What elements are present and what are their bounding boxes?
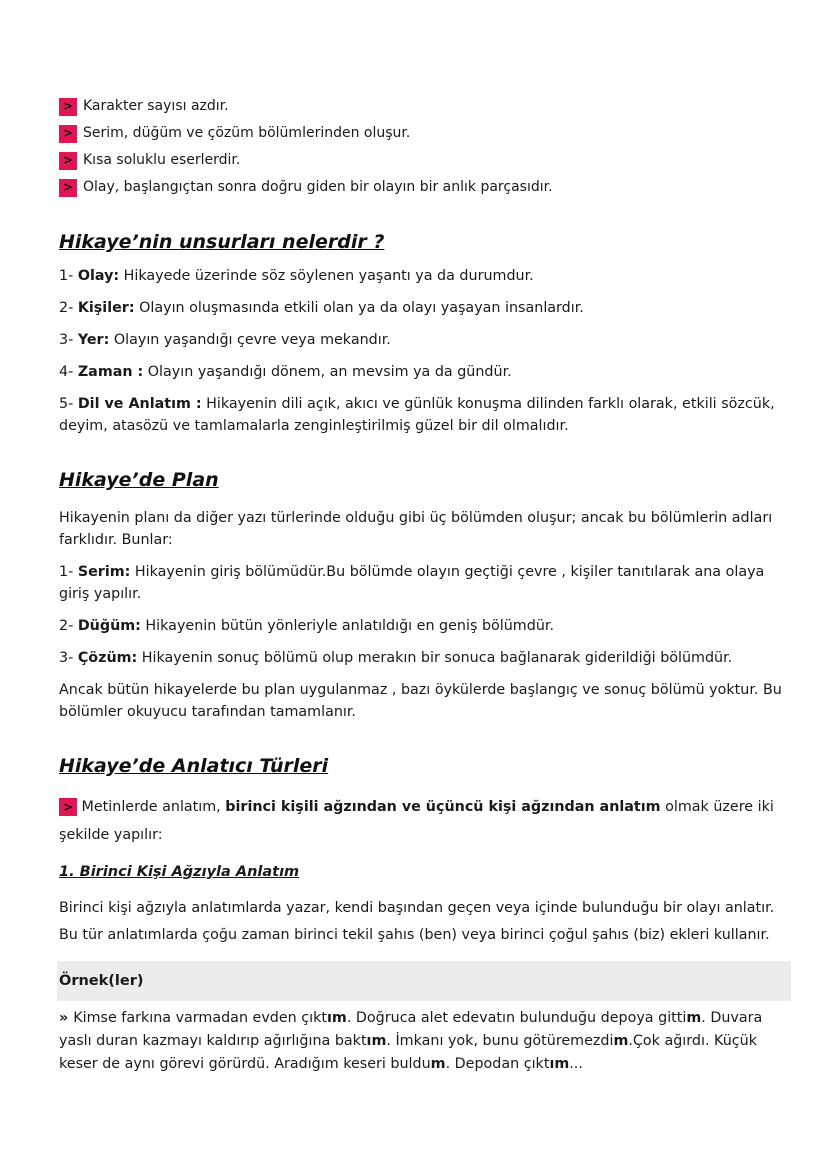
example-segment: . Duvara yaslı duran kazmayı kaldırıp ağırlığına bakt [59, 1010, 763, 1049]
subheading-birinci-kisi: 1. Birinci Kişi Ağzıyla Anlatım [59, 864, 300, 880]
bullet-text: Serim, düğüm ve çözüm bölümlerinden oluşur. [83, 125, 411, 141]
bullet-text: Karakter sayısı azdır. [83, 98, 229, 114]
item-term: Olay: [77, 268, 120, 284]
numbered-item [59, 561, 791, 605]
plan-intro: Hikayenin planı da diğer yazı türlerinde olduğu gibi üç bölümden oluşur; ancak bu bölümlerin adları farklıdır. Bunlar: [59, 510, 773, 548]
item-term: Yer: [77, 332, 110, 348]
example-segment: m [430, 1056, 446, 1072]
example-segment: Kimse farkına varmadan evden çıkt [73, 1010, 328, 1026]
item-text: Olayın yaşandığı dönem, an mevsim ya da gündür. [143, 364, 512, 380]
example-segment: » [59, 1010, 74, 1026]
example-segment: . Doğruca alet edevatın bulunduğu depoya gitti [346, 1010, 687, 1026]
chevron-right-icon: > [59, 125, 77, 143]
item-text: Olayın yaşandığı çevre veya mekandır. [109, 332, 391, 348]
chevron-right-icon: > [59, 152, 77, 170]
bullet-text: Kısa soluklu eserlerdir. [83, 152, 241, 168]
item-term: Düğüm: [77, 618, 141, 634]
item-number: 1- [59, 268, 78, 284]
example-segment: . İmkanı yok, bunu götüremezdi [386, 1033, 614, 1049]
bullet-item [59, 147, 791, 174]
example-label: Örnek(ler) [57, 961, 791, 1001]
lead-bold: birinci kişili ağzından ve üçüncü kişi ağzından anlatım [225, 799, 661, 815]
item-term: Zaman : [77, 364, 144, 380]
example-segment: m [613, 1033, 629, 1049]
bullet-item [59, 120, 791, 147]
item-number: 3- [59, 650, 78, 666]
bullet-item [59, 174, 791, 201]
item-text: Hikayenin giriş bölümüdür.Bu bölümde olayın geçtiği çevre , kişiler tanıtılarak ana olaya giriş yapılır. [59, 564, 765, 602]
item-number: 3- [59, 332, 78, 348]
numbered-item [59, 329, 791, 351]
numbered-item [59, 615, 791, 637]
bullet-text: Olay, başlangıçtan sonra doğru giden bir olayın bir anlık parçasıdır. [83, 179, 553, 195]
example-segment: ım [366, 1033, 387, 1049]
chevron-right-icon: > [59, 179, 77, 197]
numbered-item [59, 647, 791, 669]
document-page [59, 93, 791, 1076]
section-heading-unsurlar: Hikaye’nin unsurları nelerdir ? [59, 231, 385, 253]
numbered-item [59, 393, 791, 437]
item-number: 1- [59, 564, 78, 580]
numbered-item [59, 297, 791, 319]
example-segment: . Depodan çıkt [445, 1056, 550, 1072]
item-number: 2- [59, 300, 78, 316]
item-number: 2- [59, 618, 78, 634]
lead-post: olmak üzere iki şekilde yapılır: [59, 799, 774, 843]
item-term: Dil ve Anlatım : [77, 396, 202, 412]
bullet-item [59, 93, 791, 120]
chevron-right-icon: > [59, 98, 77, 116]
item-text: Olayın oluşmasında etkili olan ya da olayı yaşayan insanlardır. [134, 300, 584, 316]
example-text [59, 1007, 791, 1076]
example-segment: ım [327, 1010, 347, 1026]
example-segment: ... [569, 1056, 583, 1072]
item-number: 4- [59, 364, 78, 380]
anlatici-lead [59, 793, 791, 849]
item-text: Hikayede üzerinde söz söylenen yaşantı ya da durumdur. [119, 268, 534, 284]
birinci-kisi-text: Birinci kişi ağzıyla anlatımlarda yazar, kendi başından geçen veya içinde bulunduğu bir olayı anlatır. Bu tür anlatımlarda çoğu zaman birinci tekil şahıs (ben) veya birinci çoğul şahıs (biz) ekleri kullanır. [59, 900, 775, 943]
section-heading-plan: Hikaye’de Plan [59, 469, 219, 491]
item-text: Hikayenin sonuç bölümü olup merakın bir sonuca bağlanarak giderildiği bölümdür. [137, 650, 733, 666]
example-segment: ım [549, 1056, 570, 1072]
plan-outro: Ancak bütün hikayelerde bu plan uygulanmaz , bazı öykülerde başlangıç ve sonuç bölümü yoktur. Bu bölümler okuyucu tarafından tamamlanır. [59, 682, 782, 720]
item-text: Hikayenin dili açık, akıcı ve günlük konuşma dilinden farklı olarak, etkili sözcük, deyim, atasözü ve tamlamalarla zenginleştirilmiş güzel bir dil olmalıdır. [59, 396, 775, 434]
item-term: Kişiler: [77, 300, 135, 316]
bullet-list [59, 93, 791, 201]
item-term: Serim: [77, 564, 131, 580]
example-segment: m [686, 1010, 702, 1026]
chevron-right-icon: > [59, 798, 77, 816]
numbered-item [59, 361, 791, 383]
section-heading-anlatici: Hikaye’de Anlatıcı Türleri [59, 755, 329, 777]
item-number: 5- [59, 396, 78, 412]
item-text: Hikayenin bütün yönleriyle anlatıldığı en geniş bölümdür. [140, 618, 554, 634]
example-segment: .Çok ağırdı. Küçük keser de aynı görevi görürdü. Aradığım keseri buldu [59, 1033, 757, 1072]
lead-pre: Metinlerde anlatım, [77, 799, 226, 815]
item-term: Çözüm: [77, 650, 138, 666]
numbered-item [59, 265, 791, 287]
